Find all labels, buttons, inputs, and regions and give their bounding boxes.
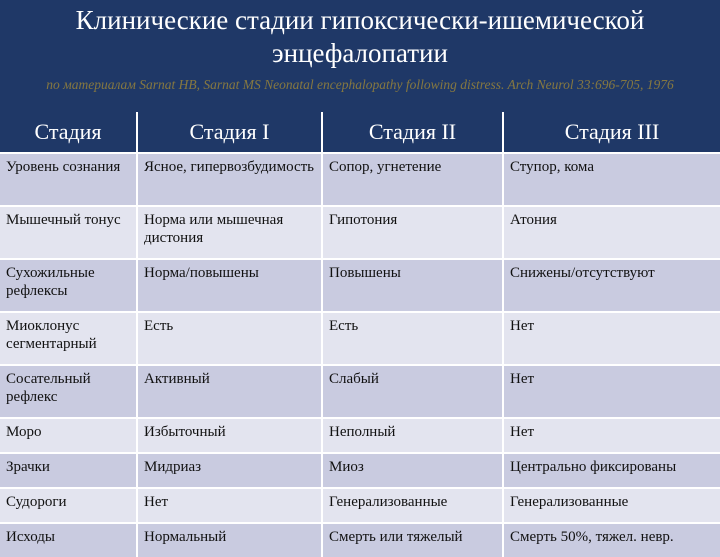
row-label: Зрачки (0, 453, 137, 488)
row-label: Моро (0, 418, 137, 453)
table-row (0, 206, 720, 259)
table-cell: Сопор, угнетение (322, 153, 503, 206)
table-row (0, 259, 720, 312)
table-cell: Генерализованные (503, 488, 720, 523)
table-cell: Смерть или тяжелый (322, 523, 503, 557)
table-row (0, 488, 720, 523)
table-cell: Норма или мышечная дистония (137, 206, 322, 259)
table-cell: Атония (503, 206, 720, 259)
table-cell: Норма/повышены (137, 259, 322, 312)
table-cell: Снижены/отсутствуют (503, 259, 720, 312)
table-header-row (0, 112, 720, 153)
table-cell: Нет (137, 488, 322, 523)
header-stage-2: Стадия II (322, 112, 503, 153)
row-label: Уровень сознания (0, 153, 137, 206)
table-cell: Слабый (322, 365, 503, 418)
table-cell: Есть (322, 312, 503, 365)
table-row (0, 365, 720, 418)
row-label: Сосательный рефлекс (0, 365, 137, 418)
table-cell: Ясное, гипервозбудимость (137, 153, 322, 206)
table-cell: Есть (137, 312, 322, 365)
row-label: Миоклонус сегментарный (0, 312, 137, 365)
table-cell: Нет (503, 312, 720, 365)
table-cell: Мидриаз (137, 453, 322, 488)
table-cell: Генерализованные (322, 488, 503, 523)
table-row (0, 418, 720, 453)
header-stage: Стадия (0, 112, 137, 153)
slide-header (0, 0, 720, 115)
table-cell: Ступор, кома (503, 153, 720, 206)
table-row (0, 523, 720, 557)
table-cell: Повышены (322, 259, 503, 312)
header-stage-1: Стадия I (137, 112, 322, 153)
table-row (0, 312, 720, 365)
table-cell: Неполный (322, 418, 503, 453)
table-row (0, 453, 720, 488)
table-cell: Нет (503, 365, 720, 418)
table-row (0, 153, 720, 206)
row-label: Исходы (0, 523, 137, 557)
row-label: Судороги (0, 488, 137, 523)
table-cell: Гипотония (322, 206, 503, 259)
source-citation: по материалам Sarnat HB, Sarnat MS Neonatal encephalopathy following distress. Arch Neurol 33:696-705, 1976 (46, 77, 674, 92)
table-cell: Нет (503, 418, 720, 453)
stages-table (0, 112, 720, 557)
header-stage-3: Стадия III (503, 112, 720, 153)
table-cell: Нормальный (137, 523, 322, 557)
row-label: Сухожильные рефлексы (0, 259, 137, 312)
table-cell: Центрально фиксированы (503, 453, 720, 488)
slide-title: Клинические стадии гипоксически-ишемической энцефалопатии (75, 5, 645, 68)
table-cell: Миоз (322, 453, 503, 488)
table-cell: Избыточный (137, 418, 322, 453)
table-cell: Смерть 50%, тяжел. невр. (503, 523, 720, 557)
row-label: Мышечный тонус (0, 206, 137, 259)
table-cell: Активный (137, 365, 322, 418)
